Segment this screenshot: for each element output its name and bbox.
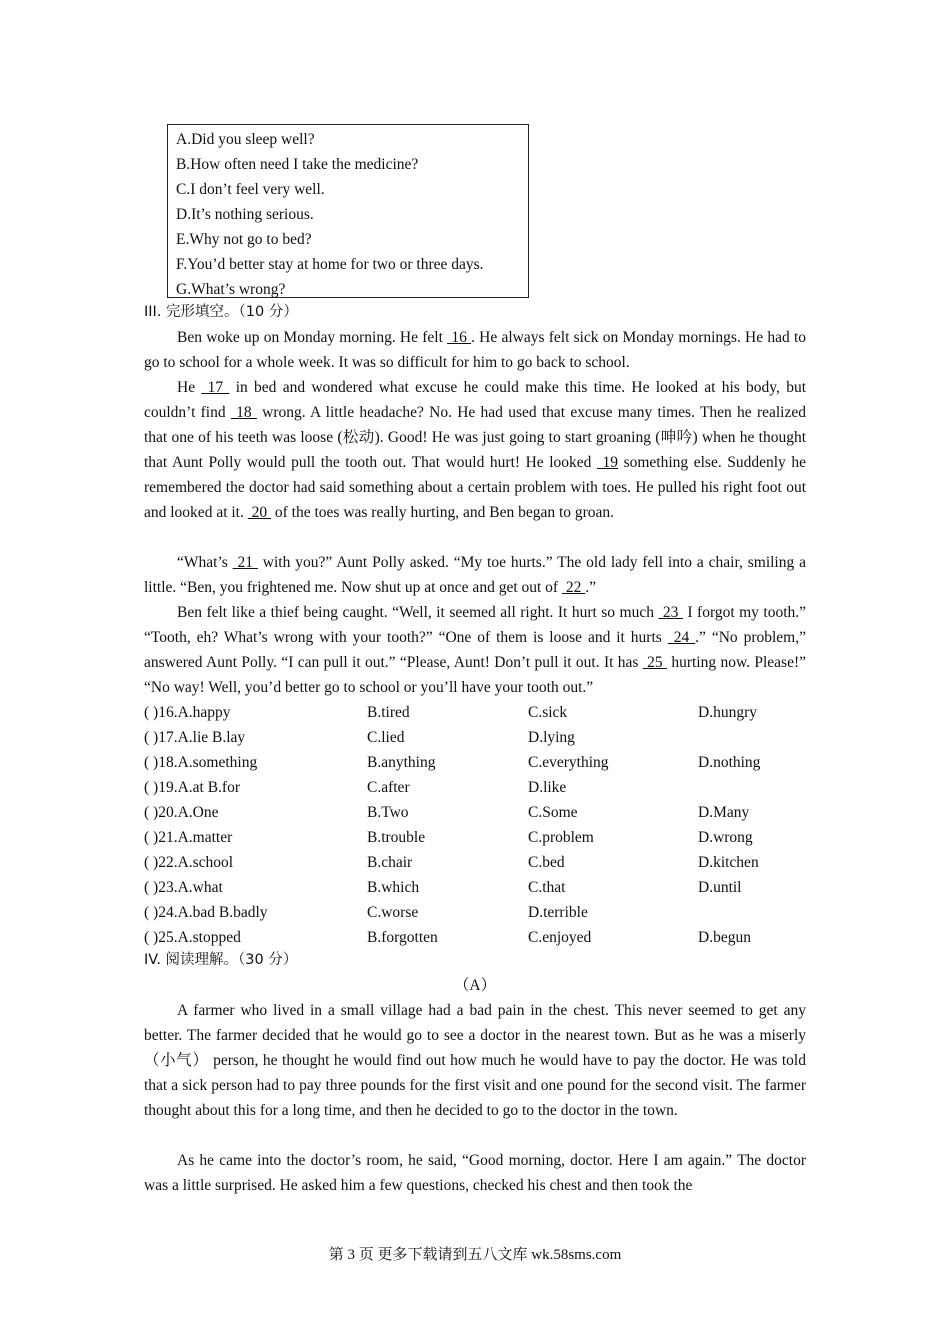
- cloze-paragraph-4: Ben felt like a thief being caught. “Well, it seemed all right. It hurt so much 23 I forgot my tooth.” “Tooth, eh? What’s wrong with your tooth?” “One of them is loose and it hurts 24 .” “No problem,” answered Aunt Polly. “I can pull it out.” “Please, Aunt! Don’t pull it out. It has 25 hurting now. Please!” “No way! Well, you’d better go to school or you’ll have your tooth out.”: [144, 604, 807, 696]
- blank-18: 18: [230, 404, 257, 421]
- question-25: ( )25.A.stopped B.forgotten C.enjoyed D.begun: [144, 929, 751, 946]
- cloze-paragraph-2: He 17 in bed and wondered what excuse he could make this time. He looked at his body, but couldn’t find 18 wrong. A little headache? No. He had used that excuse many times. Then he realized that one of his teeth was loose (松动). Good! He was just going to start groaning (呻吟) when he thought that Aunt Polly would pull the tooth out. That would hurt! He looked 19 something else. Suddenly he remembered the doctor had said something about a certain problem with toes. He pulled his right foot out and looked at it. 20 of the toes was really hurting, and Ben began to groan.: [144, 379, 807, 521]
- question-16: ( )16.A.happy B.tired C.sick D.hungry: [144, 704, 757, 721]
- blank-20: 20: [247, 504, 271, 521]
- blank-17: 17: [201, 379, 230, 396]
- blank-21: 21: [232, 554, 258, 571]
- blank-19: 19: [596, 454, 619, 471]
- option-c: C.I don’t feel very well.: [176, 181, 325, 198]
- reading-paragraph-1: A farmer who lived in a small village had a bad pain in the chest. This never seemed to get any better. The farmer decided that he would go to see a doctor in the nearest town. But as he was a miserly（小气） person, he thought he would find out how much he would have to pay the doctor. He was told that a sick person had to pay three pounds for the first visit and one pound for the second visit. The farmer thought about this for a long time, and then he decided to go to the doctor in the town.: [144, 1002, 806, 1119]
- question-23: ( )23.A.what B.which C.that D.until: [144, 879, 742, 896]
- blank-23: 23: [658, 604, 683, 621]
- blank-22: 22: [561, 579, 586, 596]
- option-a: A.Did you sleep well?: [176, 131, 315, 148]
- question-19: ( )19.A.at B.for C.after D.like: [144, 779, 567, 796]
- reading-paragraph-2: As he came into the doctor’s room, he said, “Good morning, doctor. Here I am again.” The doctor was a little surprised. He asked him a few questions, checked his chest and then took the: [144, 1152, 806, 1194]
- page-footer: 第 3 页 更多下载请到五八文库 wk.58sms.com: [328, 1247, 622, 1263]
- passage-a-label: （A）: [453, 977, 497, 994]
- section-3-heading: III. 完形填空。（10 分）: [144, 304, 298, 320]
- blank-25: 25: [642, 654, 667, 671]
- option-b: B.How often need I take the medicine?: [176, 156, 419, 173]
- option-g: G.What’s wrong?: [176, 281, 286, 298]
- option-e: E.Why not go to bed?: [176, 231, 312, 248]
- question-22: ( )22.A.school B.chair C.bed D.kitchen: [144, 854, 759, 871]
- section-4-heading: IV. 阅读理解。（30 分）: [144, 952, 298, 968]
- question-18: ( )18.A.something B.anything C.everything D.nothing: [144, 754, 761, 771]
- option-d: D.It’s nothing serious.: [176, 206, 314, 223]
- question-21: ( )21.A.matter B.trouble C.problem D.wrong: [144, 829, 753, 846]
- question-24: ( )24.A.bad B.badly C.worse D.terrible: [144, 904, 588, 921]
- cloze-paragraph-3: “What’s 21 with you?” Aunt Polly asked. “My toe hurts.” The old lady fell into a chair, smiling a little. “Ben, you frightened me. Now shut up at once and get out of 22 .”: [144, 554, 806, 596]
- cloze-paragraph-1: Ben woke up on Monday morning. He felt 16 . He always felt sick on Monday mornings. He had to go to school for a whole week. It was so difficult for him to go back to school.: [144, 329, 806, 371]
- question-17: ( )17.A.lie B.lay C.lied D.lying: [144, 729, 575, 746]
- question-20: ( )20.A.One B.Two C.Some D.Many: [144, 804, 750, 821]
- blank-24: 24: [667, 629, 696, 646]
- blank-16: 16: [447, 329, 472, 346]
- dialogue-options-box: [167, 124, 529, 298]
- option-f: F.You’d better stay at home for two or three days.: [176, 256, 484, 273]
